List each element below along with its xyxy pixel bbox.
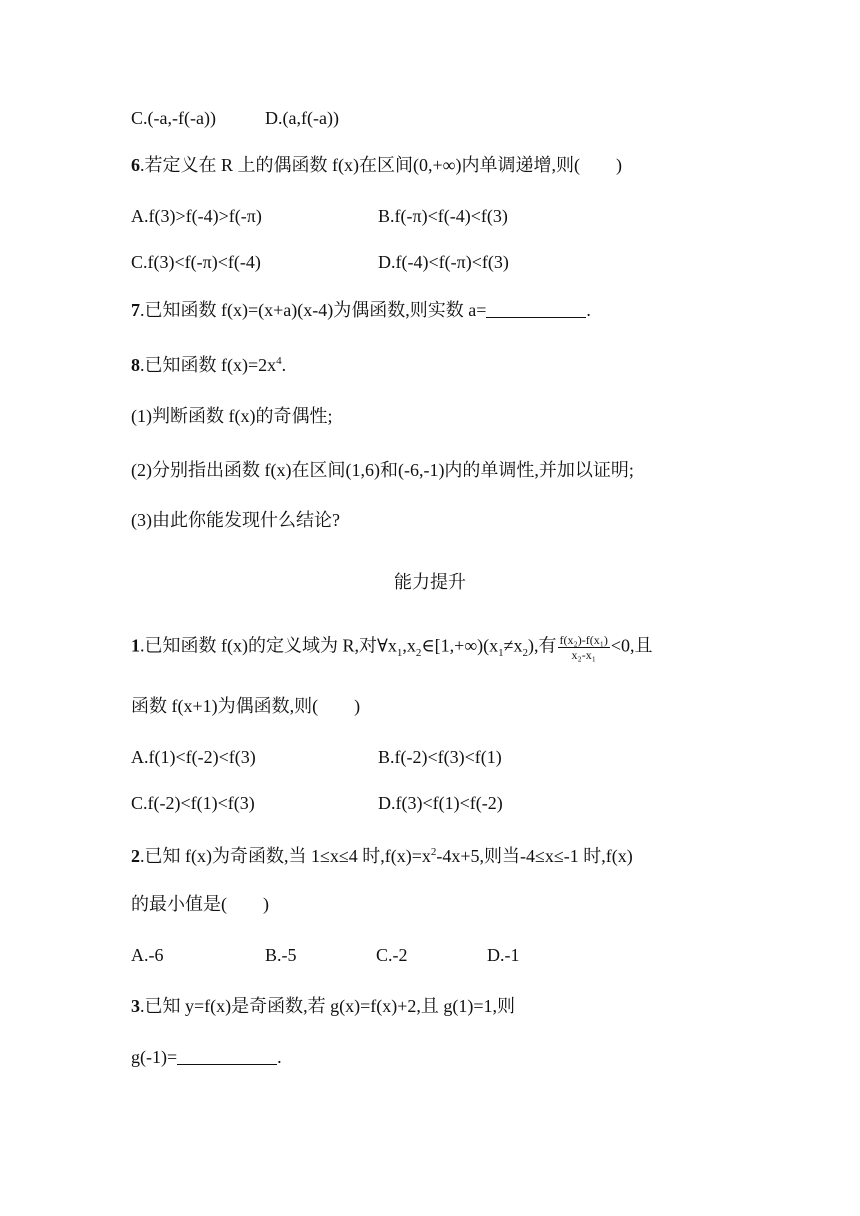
question-number: 8 <box>131 355 140 375</box>
q8-part-1: (1)判断函数 f(x)的奇偶性; <box>131 406 333 426</box>
q5-option-d: D.(a,f(-a)) <box>265 108 339 128</box>
question-text: -4x+5,则当-4≤x≤-1 时,f(x) <box>436 846 633 866</box>
problem-2-line-2: 的最小值是( ) <box>131 894 269 914</box>
question-6 <box>131 153 622 177</box>
fraction-numerator: f(x₂)-f(x₁) <box>559 633 608 647</box>
question-text: .已知函数 f(x)=(x+a)(x-4)为偶函数,则实数 a= <box>140 300 487 320</box>
question-text: .已知函数 f(x)=2x <box>140 355 277 375</box>
fraction <box>558 633 610 662</box>
question-text: g(-1)= <box>131 1047 178 1067</box>
exponent: 2 <box>430 846 437 858</box>
p1-option-d: D.f(3)<f(1)<f(-2) <box>378 793 503 813</box>
question-text: ∈[1,+∞)(x <box>421 635 499 656</box>
question-text: ≠x <box>503 635 523 656</box>
p2-option-b: B.-5 <box>265 945 297 965</box>
p1-option-b: B.f(-2)<f(3)<f(1) <box>378 747 502 767</box>
question-text: .已知 f(x)为奇函数,当 1≤x≤4 时,f(x)=x <box>140 846 431 866</box>
exponent: 4 <box>276 355 282 367</box>
subscript: 1 <box>498 647 504 660</box>
answer-blank[interactable] <box>486 299 586 318</box>
q8-part-2: (2)分别指出函数 f(x)在区间(1,6)和(-6,-1)内的单调性,并加以证明; <box>131 460 634 480</box>
punctuation: . <box>277 1047 282 1067</box>
question-number: 2 <box>131 846 140 866</box>
p2-option-a: A.-6 <box>131 945 164 965</box>
subscript: 2 <box>415 647 422 660</box>
p1-option-a: A.f(1)<f(-2)<f(3) <box>131 747 256 767</box>
question-text: <0,且 <box>610 635 653 656</box>
q5-option-c: C.(-a,-f(-a)) <box>131 108 216 128</box>
section-title: 能力提升 <box>394 572 466 593</box>
punctuation: . <box>281 355 287 375</box>
question-text: ),有 <box>528 635 557 656</box>
question-7 <box>131 298 591 322</box>
question-text: .已知函数 f(x)的定义域为 R,对∀x <box>140 635 397 656</box>
question-text: .已知 y=f(x)是奇函数,若 g(x)=f(x)+2,且 g(1)=1,则 <box>140 996 516 1016</box>
p2-option-d: D.-1 <box>487 945 520 965</box>
q6-option-b: B.f(-π)<f(-4)<f(3) <box>378 206 508 226</box>
q6-option-a: A.f(3)>f(-4)>f(-π) <box>131 206 262 226</box>
question-number: 1 <box>131 635 140 656</box>
answer-blank[interactable] <box>177 1046 277 1065</box>
question-number: 3 <box>131 996 140 1016</box>
problem-1 <box>131 633 653 665</box>
q6-option-c: C.f(3)<f(-π)<f(-4) <box>131 252 261 272</box>
problem-2 <box>131 840 633 868</box>
question-text: .若定义在 R 上的偶函数 f(x)在区间(0,+∞)内单调递增,则( ) <box>140 155 622 175</box>
problem-1-line-2: 函数 f(x+1)为偶函数,则( ) <box>131 696 361 716</box>
problem-3-line-2 <box>131 1045 282 1069</box>
p1-option-c: C.f(-2)<f(1)<f(3) <box>131 793 255 813</box>
question-number: 6 <box>131 155 140 175</box>
punctuation: . <box>586 300 591 320</box>
fraction-denominator: x₂-x₁ <box>571 648 596 662</box>
q6-option-d: D.f(-4)<f(-π)<f(3) <box>378 252 509 272</box>
p2-option-c: C.-2 <box>376 945 408 965</box>
question-number: 7 <box>131 300 140 320</box>
question-8 <box>131 349 286 377</box>
subscript: 1 <box>396 647 403 660</box>
question-text: ,x <box>402 635 416 656</box>
problem-3 <box>131 994 515 1018</box>
subscript: 2 <box>522 647 529 660</box>
q8-part-3: (3)由此你能发现什么结论? <box>131 510 340 530</box>
